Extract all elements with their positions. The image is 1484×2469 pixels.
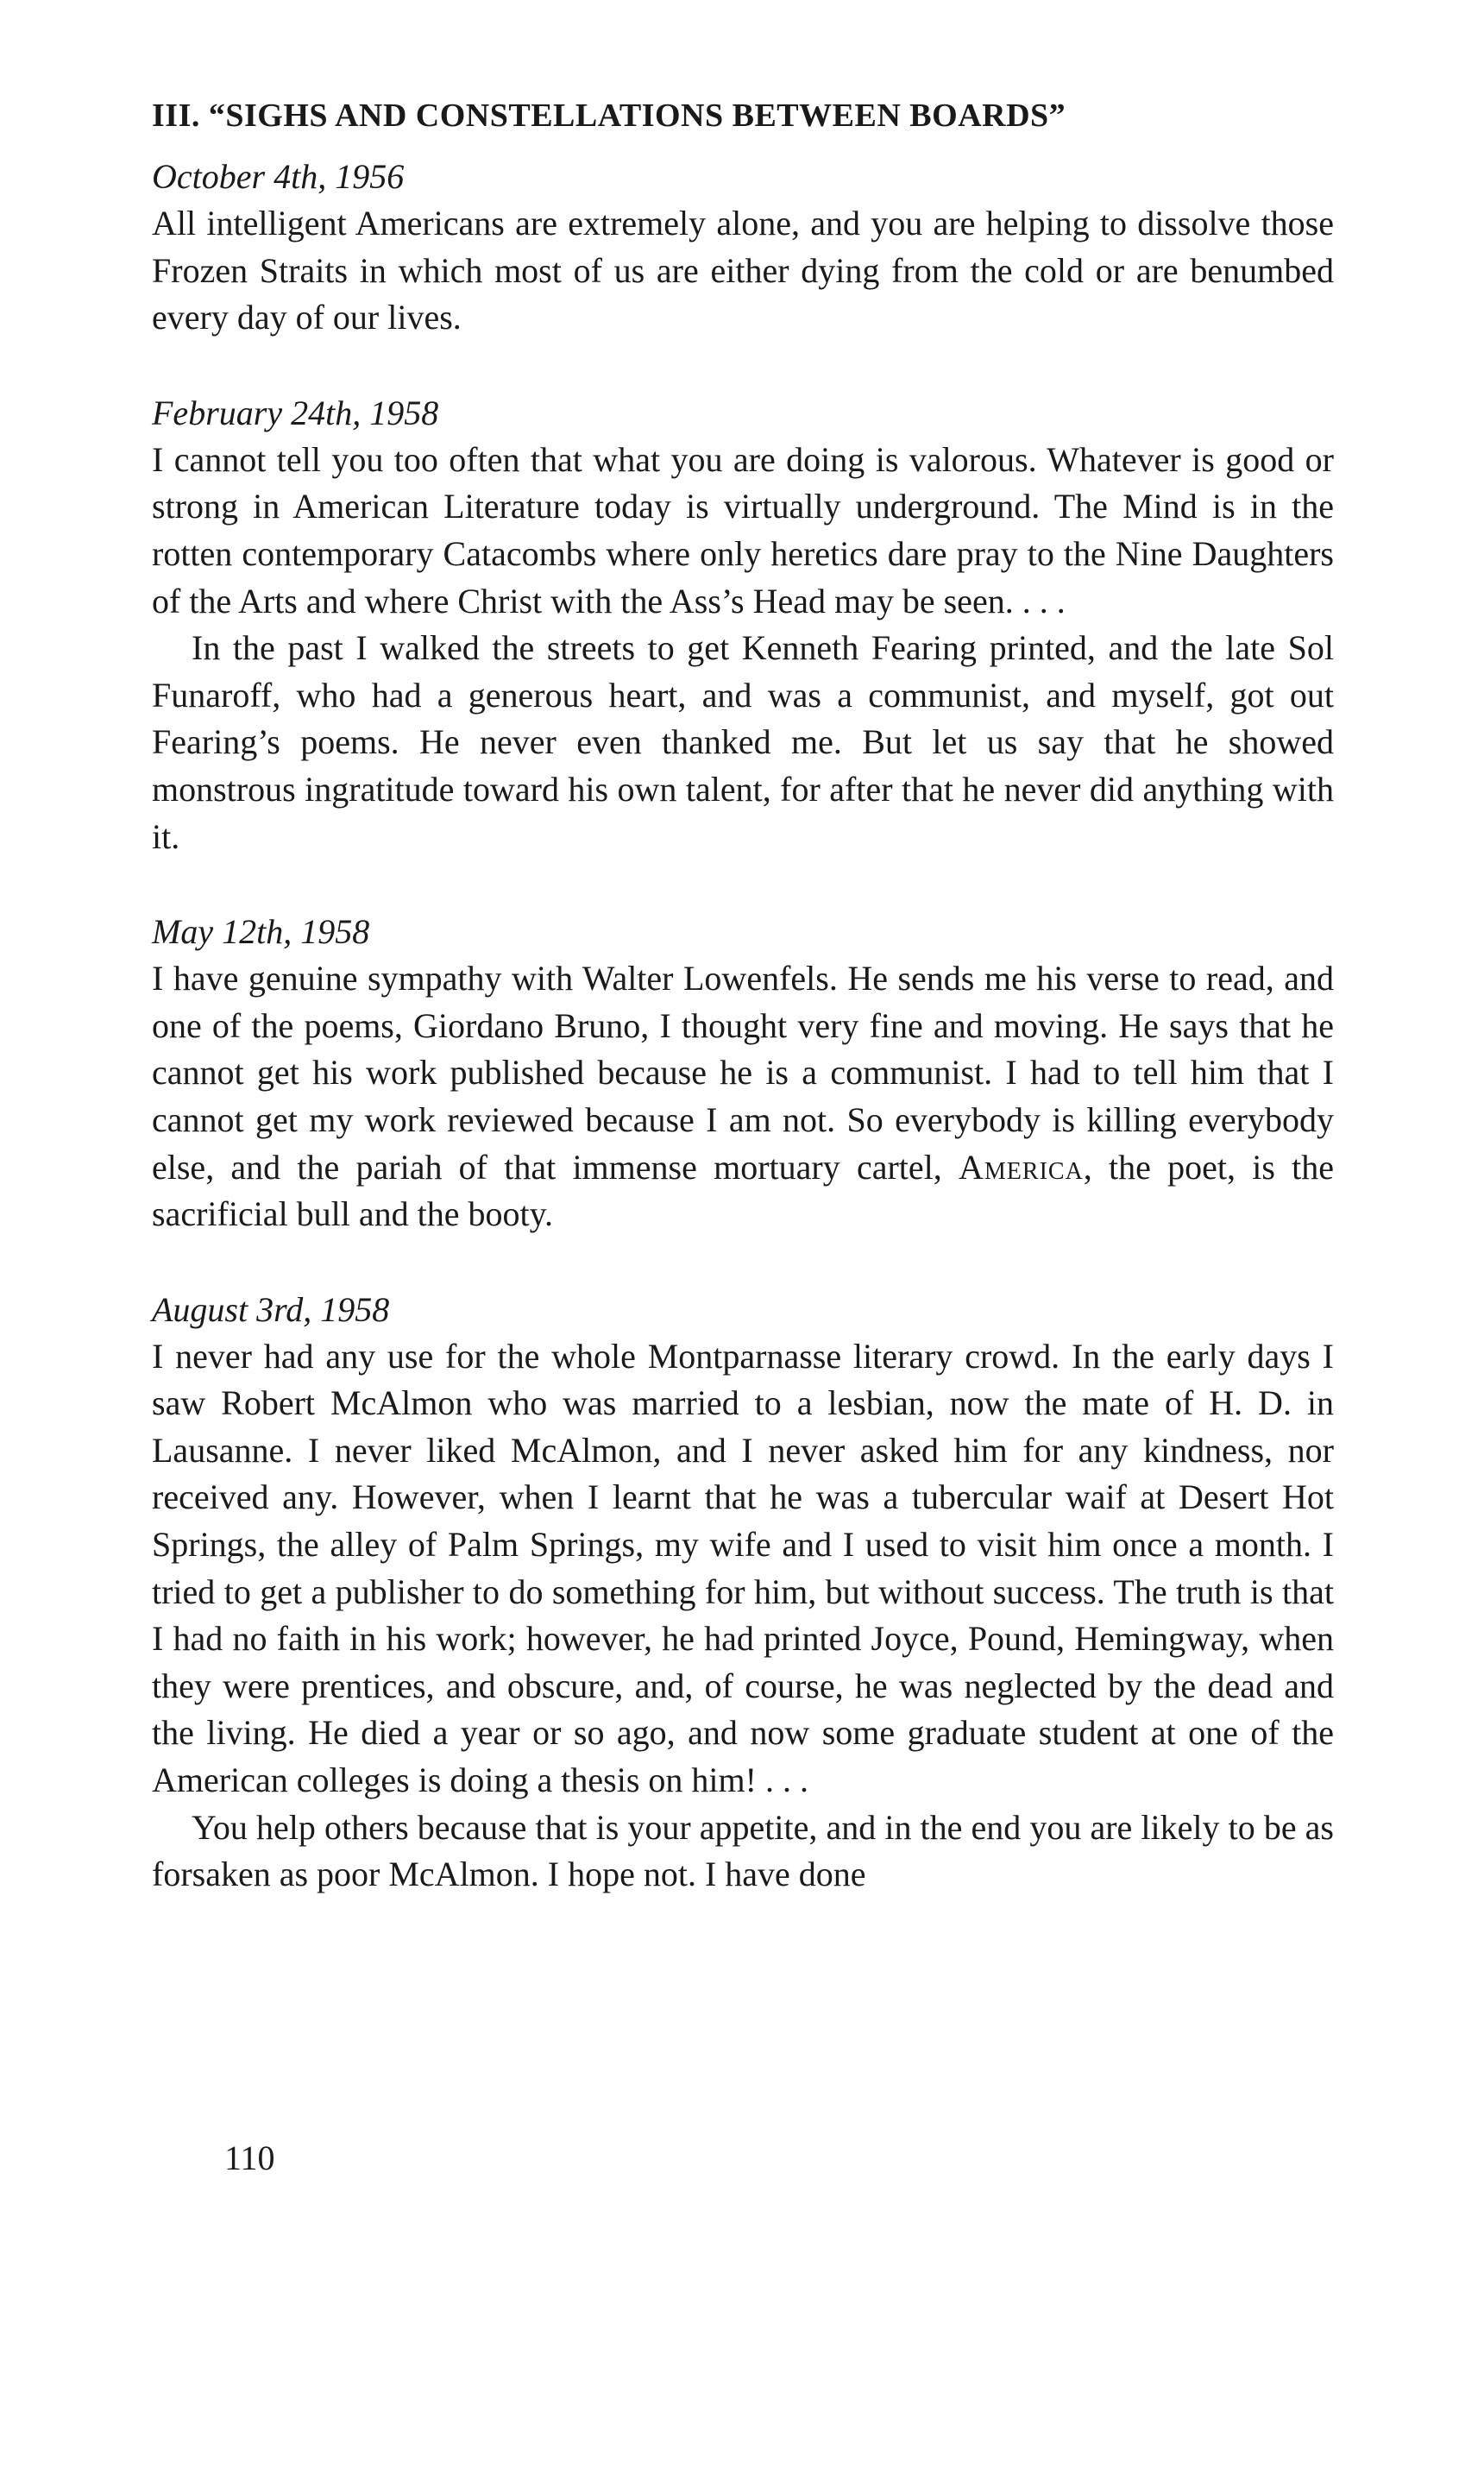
entry-paragraph: All intelligent Americans are extremely alone, and you are helping to dissolve those Frozen Straits in which most of us are either dying from the cold or are benumbed every day of our lives. [152, 204, 1334, 337]
entry-date: August 3rd, 1958 [152, 1289, 390, 1329]
page-body [152, 93, 1334, 1947]
entry-paragraph [152, 955, 1334, 1238]
entry-date: May 12th, 1958 [152, 912, 370, 952]
entry-paragraph: You help others because that is your appetite, and in the end you are likely to be as forsaken as poor McAlmon. I hope not. I have done [152, 1807, 1334, 1894]
letter-entry [152, 909, 1334, 1238]
paragraph-text: I have genuine sympathy with Walter Lowenfels. He sends me his verse to read, and one of the poems, Giordano Bruno, I thought very fine and moving. He says that he cannot get his work published because he is a communist. I had to tell him that I cannot get my work reviewed because I am not. So everybody is killing everybody else, and the pariah of that immense mortuary cartel, [152, 959, 1334, 1187]
page-number: 110 [224, 2138, 275, 2177]
letter-entry [152, 154, 1334, 342]
section-heading: III. “SIGHS AND CONSTELLATIONS BETWEEN BOARDS” [152, 98, 1066, 134]
entry-paragraph: In the past I walked the streets to get Kenneth Fearing printed, and the late Sol Funaroff, who had a generous heart, and was a communist, and myself, got out Fearing’s poems. He never even thanked me. But let us say that he showed monstrous ingratitude toward his own talent, for after that he never did anything with it. [152, 628, 1334, 856]
entry-paragraph: I never had any use for the whole Montparnasse literary crowd. In the early days I saw Robert McAlmon who was married to a lesbian, now the mate of H. D. in Lausanne. I never liked McAlmon, and I never asked him for any kindness, nor received any. However, when I learnt that he was a tubercular waif at Desert Hot Springs, the alley of Palm Springs, my wife and I used to visit him once a month. I tried to get a publisher to do something for him, but without success. The truth is that I had no faith in his work; however, he had printed Joyce, Pound, Hemingway, when they were prentices, and obscure, and, of course, he was neglected by the dead and the living. He died a year or so ago, and now some graduate student at one of the American colleges is doing a thesis on him! . . . [152, 1336, 1334, 1800]
paragraph-text: , the poet, is the sacrificial bull and the booty. [152, 1147, 1335, 1234]
entry-date: October 4th, 1956 [152, 157, 405, 196]
smallcaps-word: America [959, 1147, 1084, 1187]
entry-paragraph: I cannot tell you too often that what you are doing is valorous. Whatever is good or strong in American Literature today is virtually underground. The Mind is in the rotten contemporary Catacombs where only heretics dare pray to the Nine Daughters of the Arts and where Christ with the Ass’s Head may be seen. . . . [152, 439, 1334, 620]
entry-date: February 24th, 1958 [152, 393, 439, 432]
letter-entry [152, 390, 1334, 860]
letter-entry [152, 1287, 1334, 1899]
